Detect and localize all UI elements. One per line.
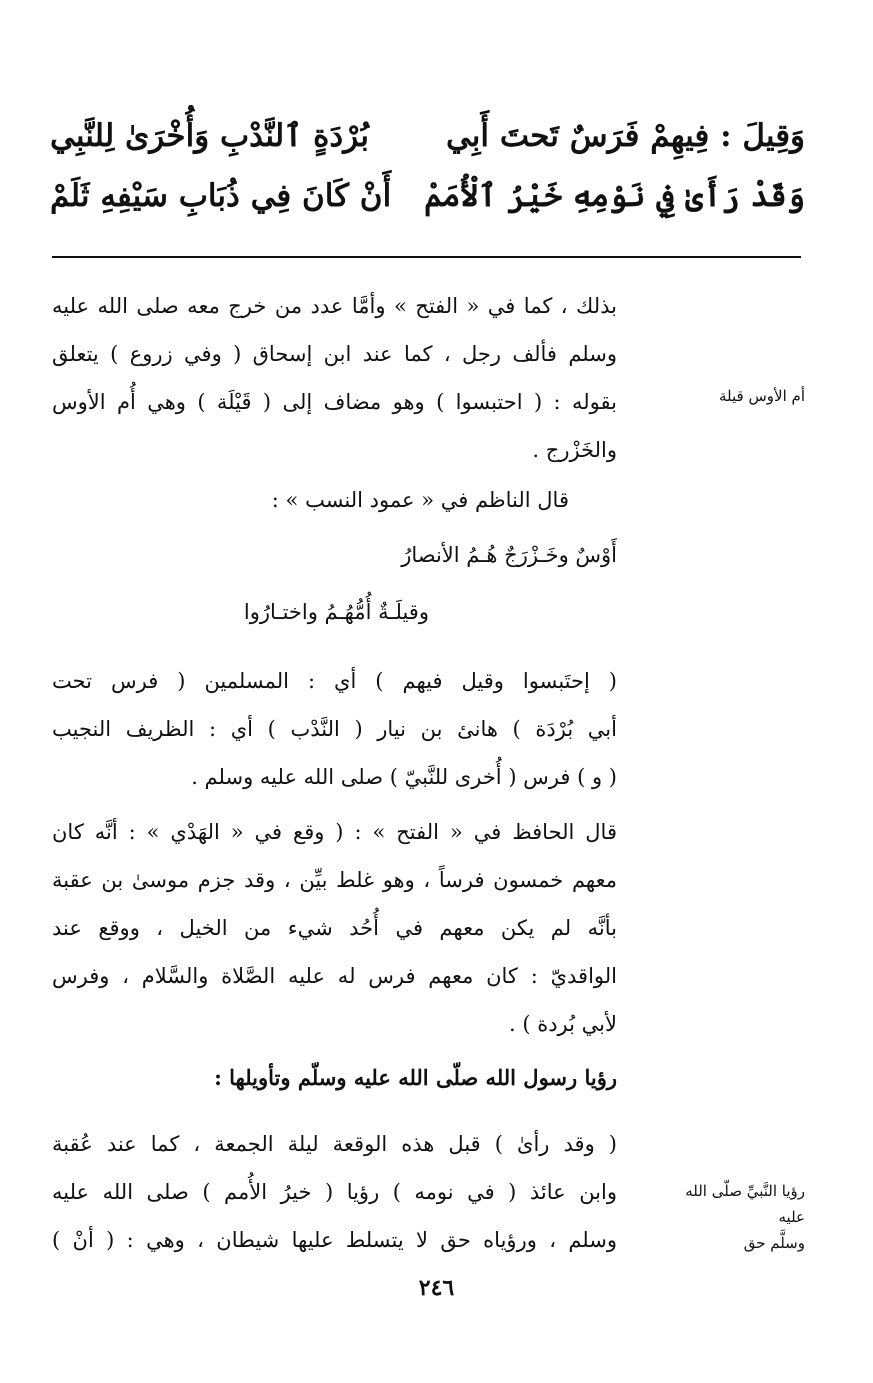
paragraph-line: بذلك ، كما في « الفتح » وأمَّا عدد من خرج معه صلى الله عليه bbox=[52, 294, 617, 318]
poem-line-2: وقيلَـةٌ أُمُّهُـمُ واختـارُوا bbox=[243, 600, 429, 624]
paragraph-line: أبي بُرْدَة ) هانئ بن نيار ( النَّدْب ) أي : الظريف النجيب bbox=[52, 717, 617, 741]
verse-2-second-hemistich: أَنْ كَانَ فِي ذُبَابِ سَيْفِهِ ثَلَمْ bbox=[50, 178, 392, 214]
paragraph-line: بقوله : ( احتبسوا ) وهو مضاف إلى ( قَيْلَة ) وهي أُم الأوس bbox=[52, 390, 617, 414]
paragraph-line: لأبي بُردة ) . bbox=[508, 1012, 617, 1036]
verse-line-1 bbox=[50, 118, 805, 178]
paragraph-line: ( إحتَبسوا وقيل فيهم ) أي : المسلمين ( فرس تحت bbox=[52, 669, 617, 693]
verse-1-second-hemistich: بُرْدَةٍ ٱلنَّدْبِ وَأُخْرَىٰ لِلنَّبِي bbox=[50, 118, 369, 154]
verse-2-first-hemistich: وَقَدْ رَأَىٰ فِي نَوْمِهِ خَيْرُ ٱلْأُمَمْ bbox=[424, 178, 805, 214]
verse-line-2 bbox=[50, 178, 805, 238]
verse-1-first-hemistich: وَقِيلَ : فِيهِمْ فَرَسٌ تَحتَ أَبِي bbox=[445, 118, 805, 154]
margin-note-aws-mother: أم الأوس قيلة bbox=[719, 387, 805, 405]
quote-introduction: قال الناظم في « عمود النسب » : bbox=[271, 488, 569, 512]
paragraph-line: ( وقد رأىٰ ) قبل هذه الوقعة ليلة الجمعة ، كما عند عُقبة bbox=[52, 1132, 617, 1156]
margin-note-line: رؤيا النَّبيِّ صلّى الله عليه bbox=[685, 1182, 805, 1226]
margin-note-dream-true bbox=[670, 1178, 805, 1256]
paragraph-line: الواقديّ : كان معهم فرس له عليه الصَّلاة والسَّلام ، وفرس bbox=[52, 964, 617, 988]
paragraph-line: وسلم ، ورؤياه حق لا يتسلط عليها شيطان ، وهي : ( أنْ ) bbox=[52, 1228, 617, 1252]
paragraph-line: والخَزْرج . bbox=[532, 438, 617, 462]
paragraph-line: بأنَّه لم يكن معهم في أُحُد شيء من الخيل ، ووقع عند bbox=[52, 916, 617, 940]
paragraph-line: معهم خمسون فرساً ، وهو غلط بيِّن ، وقد جزم موسىٰ بن عقبة bbox=[52, 868, 617, 892]
paragraph-line: قال الحافظ في « الفتح » : ( وقع في « الهَدْي » : أنَّه كان bbox=[52, 820, 617, 844]
verse-divider-rule bbox=[52, 256, 801, 258]
poem-line-1: أَوْسٌ وخَـزْرَجٌ هُـمُ الأنصارُ bbox=[401, 543, 617, 567]
paragraph-line: ( و ) فرس ( أُخرى للنَّبيّ ) صلى الله عليه وسلم . bbox=[191, 765, 617, 789]
section-heading: رؤيا رسول الله صلّى الله عليه وسلّم وتأويلها : bbox=[214, 1065, 617, 1090]
margin-note-line: وسلَّم حق bbox=[743, 1234, 805, 1252]
paragraph-line: وابن عائذ ( في نومه ) رؤيا ( خيرُ الأُمم ) صلى الله عليه bbox=[52, 1180, 617, 1204]
paragraph-line: وسلم فألف رجل ، كما عند ابن إسحاق ( وفي زروع ) يتعلق bbox=[52, 342, 617, 366]
page-number: ٢٤٦ bbox=[418, 1275, 455, 1301]
